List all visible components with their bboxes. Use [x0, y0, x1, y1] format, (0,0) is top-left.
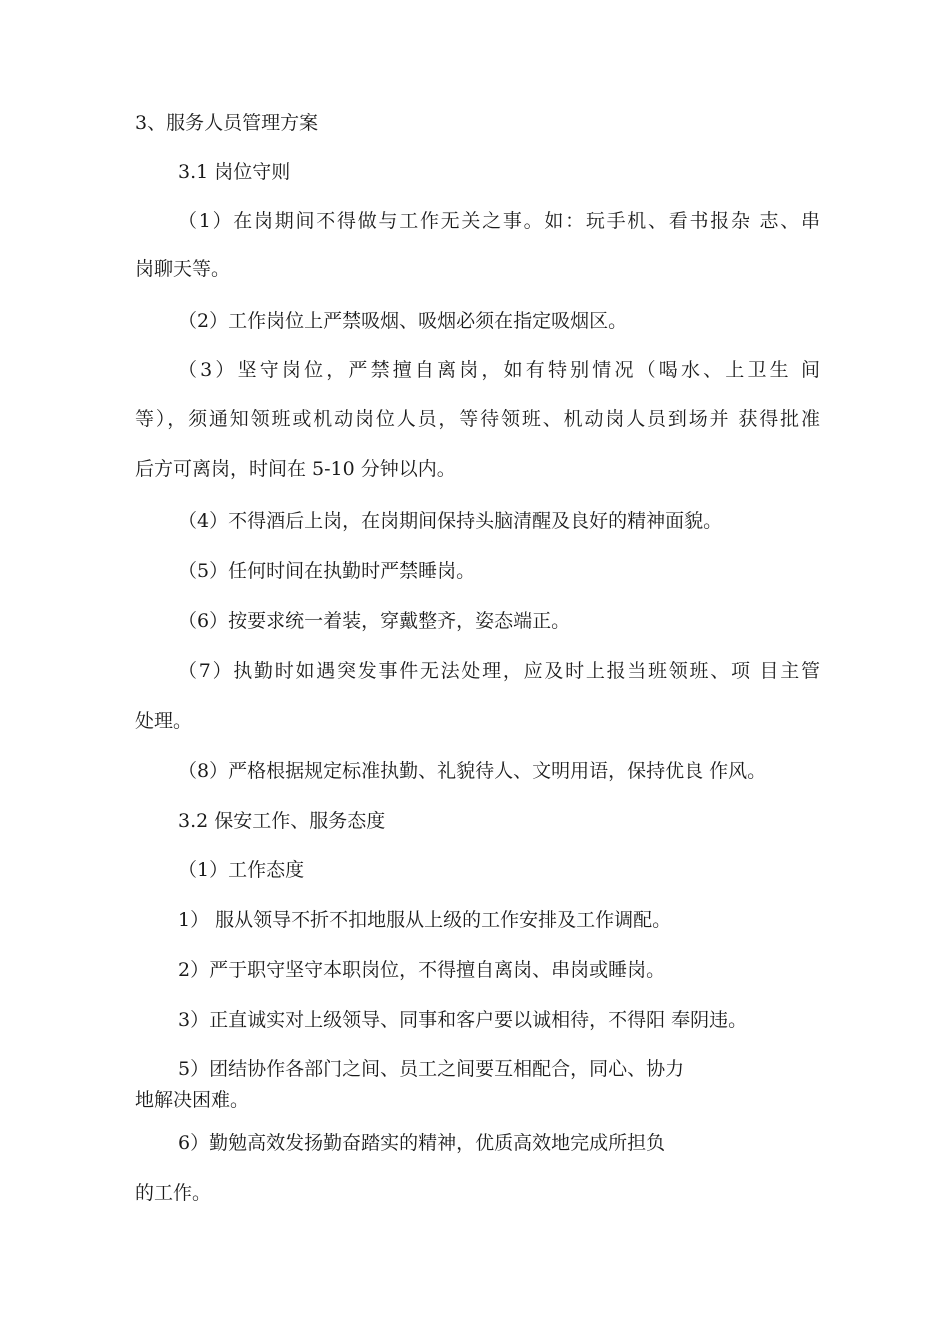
paragraph-item-1-line-2: 岗聊天等。 [135, 258, 231, 280]
attitude-point-5-line-2: 地解决困难。 [135, 1089, 250, 1111]
subsection-heading-3-2: 3.2 保安工作、服务态度 [178, 810, 386, 832]
paragraph-item-4: （4）不得酒后上岗，在岗期间保持头脑清醒及良好的精神面貌。 [178, 510, 723, 532]
paragraph-item-6: （6）按要求统一着装，穿戴整齐，姿态端正。 [178, 610, 571, 632]
paragraph-item-3-line-2: 等），须通知领班或机动岗位人员，等待领班、机动岗人员到场并 获得批准 [135, 408, 820, 430]
attitude-point-2: 2）严于职守坚守本职岗位，不得擅自离岗、串岗或睡岗。 [178, 959, 666, 981]
paragraph-item-7-line-2: 处理。 [135, 710, 193, 732]
paragraph-item-3-line-3: 后方可离岗，时间在 5-10 分钟以内。 [135, 458, 456, 480]
paragraph-item-8: （8）严格根据规定标准执勤、礼貌待人、文明用语，保持优良 作风。 [178, 760, 767, 782]
paragraph-item-7-line-1: （7）执勤时如遇突发事件无法处理，应及时上报当班领班、项 目主管 [178, 660, 820, 682]
attitude-point-3: 3）正直诚实对上级领导、同事和客户要以诚相待，不得阳 奉阴违。 [178, 1009, 748, 1031]
sub-heading-work-attitude: （1）工作态度 [178, 859, 305, 881]
paragraph-item-3-line-1: （3）坚守岗位，严禁擅自离岗，如有特别情况（喝水、上卫生 间 [178, 359, 820, 381]
paragraph-item-1-line-1: （1）在岗期间不得做与工作无关之事。如：玩手机、看书报杂 志、串 [178, 210, 820, 232]
section-heading: 3、服务人员管理方案 [135, 112, 319, 134]
paragraph-item-2: （2）工作岗位上严禁吸烟、吸烟必须在指定吸烟区。 [178, 310, 628, 332]
paragraph-item-5: （5）任何时间在执勤时严禁睡岗。 [178, 560, 476, 582]
attitude-point-6-line-2: 的工作。 [135, 1182, 212, 1204]
attitude-point-5-line-1: 5）团结协作各部门之间、员工之间要互相配合，同心、协力 [178, 1058, 685, 1080]
attitude-point-6-line-1: 6）勤勉高效发扬勤奋踏实的精神，优质高效地完成所担负 [178, 1132, 666, 1154]
subsection-heading-3-1: 3.1 岗位守则 [178, 161, 291, 183]
attitude-point-1: 1） 服从领导不折不扣地服从上级的工作安排及工作调配。 [178, 909, 672, 931]
